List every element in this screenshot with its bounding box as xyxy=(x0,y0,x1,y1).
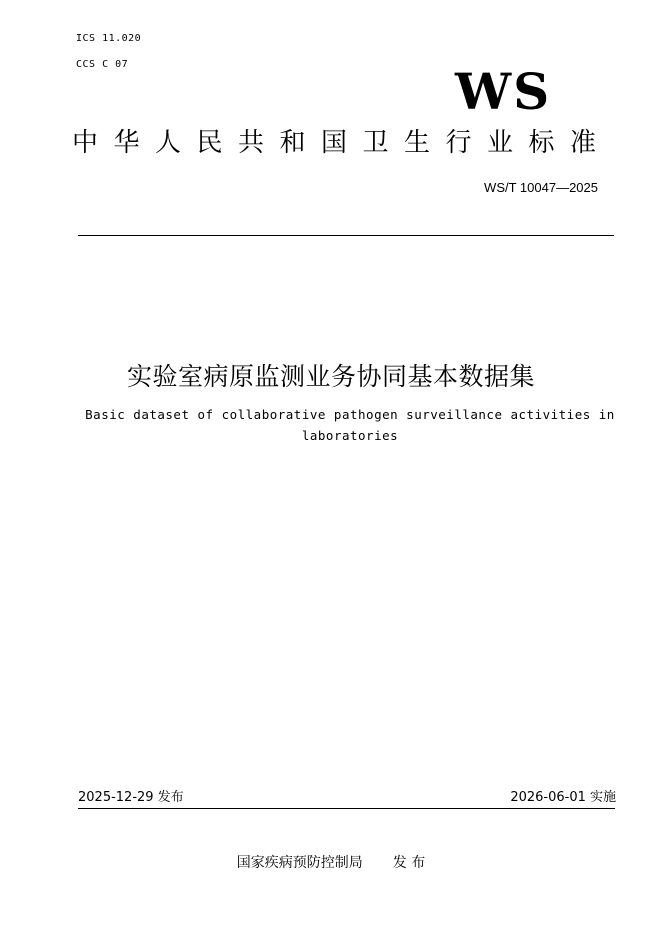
ws-logo: WS xyxy=(455,62,552,121)
issuer-action: 发 布 xyxy=(392,855,426,871)
ccs-code: CCS C 07 xyxy=(76,59,129,70)
standard-category-title: 中华人民共和国卫生行业标准 xyxy=(72,128,612,158)
document-title-chinese: 实验室病原监测业务协同基本数据集 xyxy=(126,362,535,391)
issue-date: 2025-12-29 发布 xyxy=(78,790,184,805)
implementation-date: 2026-06-01 实施 xyxy=(510,790,616,805)
footer-divider xyxy=(78,808,615,809)
standard-number: WS/T 10047—2025 xyxy=(484,180,598,195)
issuer-name: 国家疾病预防控制局 xyxy=(236,855,363,871)
header-divider xyxy=(78,235,614,236)
document-title-english: Basic dataset of collaborative pathogen surveillance activities in laboratories xyxy=(85,407,615,443)
issuer-line xyxy=(0,853,662,873)
ics-code: ICS 11.020 xyxy=(76,33,142,44)
